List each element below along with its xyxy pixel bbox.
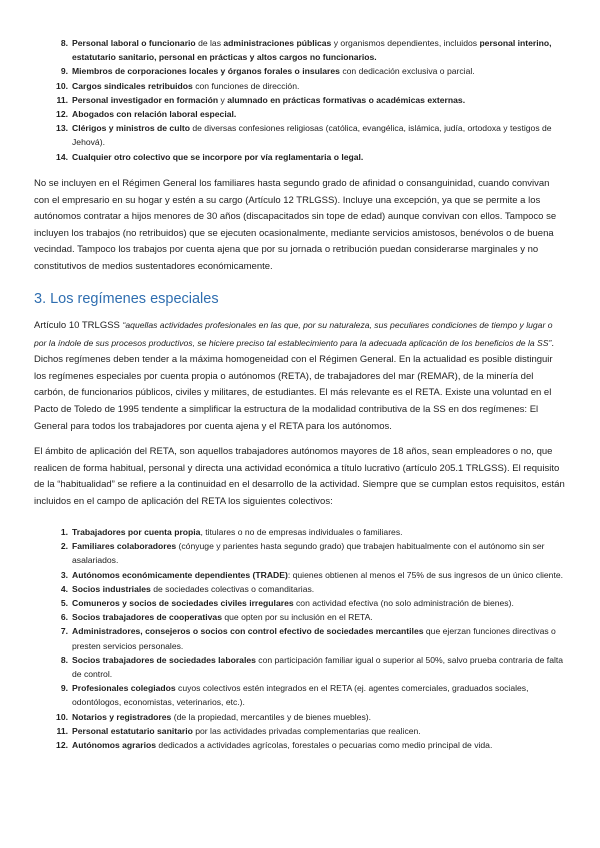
general-regime-list <box>56 36 564 164</box>
list-item <box>56 710 564 724</box>
paragraph-text: . Dichos regímenes deben tender a la máxima homogeneidad con el Régimen General. En la actualidad es posible distinguir los regímenes especiales por cuenta propia o autónomos (RETA), de trabajadores del mar (REMAR), de la minería del carbón, de funcionarios públicos, civiles y militares, de estudiantes. El más relevante es el RETA. Existe una voluntad en el Pacto de Toledo de 1995 tendente a simplificar la estructura de la modalidad contributiva de la SS en dos regímenes: El General para todos los trabajadores por cuenta ajena y el RETA para los autónomos. <box>34 337 554 432</box>
list-item-number: 8. <box>60 654 68 665</box>
list-item <box>56 107 564 121</box>
list-item-bold-text: Clérigos y ministros de culto <box>72 123 190 134</box>
list-item-text: con funciones de dirección. <box>192 80 300 91</box>
list-item-bold-text: Personal estatutario sanitario <box>72 725 193 736</box>
list-item-number: 7. <box>60 626 68 637</box>
list-item-text: que ejerzan funciones directivas o presten servicios personales. <box>72 626 556 651</box>
list-item <box>60 610 564 624</box>
list-item-bold-text: Personal laboral o funcionario <box>72 38 196 48</box>
list-item-bold-text: Personal investigador en formación <box>72 94 219 105</box>
list-item <box>60 624 564 652</box>
list-item-bold-text: Miembros de corporaciones locales y órganos forales o insulares <box>72 66 340 77</box>
list-item-number: 9. <box>60 683 68 694</box>
list-item <box>56 150 564 164</box>
article-quote: “aquellas actividades profesionales en las que, por su naturaleza, sus peculiares condiciones de tiempo y lugar o por la índole de sus procesos productivos, se hiciere preciso tal establecimiento para la adecuada aplicación de los beneficios de la SS” <box>34 320 553 348</box>
reta-scope-paragraph: El ámbito de aplicación del RETA, son aquellos trabajadores autónomos mayores de 18 años, sean empleadores o no, que realicen de forma habitual, personal y directa una actividad económica a título lucrativo (artículo 205.1 TRLGSS). El requisito de la “habitualidad” se refiere a la continuidad en el desarrollo de la actividad. Siempre que se cumplan estos requisitos, están incluidos en el campo de aplicación del RETA los siguientes colectivos: <box>34 446 565 507</box>
list-item-number: 5. <box>60 598 68 609</box>
list-item-text: de sociedades colectivas o comanditarias. <box>150 583 315 594</box>
list-item-bold-text: alumnado en prácticas formativas o académicas externas. <box>227 94 466 105</box>
list-item-text: dedicados a actividades agrícolas, forestales o pecuarias como medio principal de vida. <box>156 740 493 751</box>
list-item-text: cuyos colectivos estén integrados en el RETA (ej. agentes comerciales, graduados sociales, odontólogos, economistas, veterinarios, etc.). <box>72 683 529 708</box>
list-item-number: 13. <box>56 123 68 134</box>
list-item <box>60 568 564 582</box>
list-item-number: 4. <box>60 583 68 594</box>
list-item-text: de las <box>195 38 224 48</box>
list-item-bold-text: Socios industriales <box>72 583 151 594</box>
list-item-number: 12. <box>56 740 68 751</box>
list-item-text: por las actividades privadas complementarias que realicen. <box>192 725 421 736</box>
list-item-text: con participación familiar igual o superior al 50%, salvo prueba contraria de falta de control. <box>72 654 564 680</box>
list-item-number: 10. <box>56 711 68 722</box>
list-item-text: con actividad efectiva (no solo administración de bienes). <box>293 598 514 609</box>
list-item-number: 2. <box>60 541 68 552</box>
list-item <box>60 596 564 610</box>
list-item-number: 14. <box>56 151 68 162</box>
list-item-bold-text: Administradores, consejeros o socios con control efectivo de sociedades mercantiles <box>72 626 424 637</box>
special-regimes-paragraph <box>34 317 566 435</box>
list-item-text: (de la propiedad, mercantiles y de bienes muebles). <box>171 711 372 722</box>
list-item-number: 11. <box>56 725 68 736</box>
list-item-bold-text: Comuneros y socios de sociedades civiles irregulares <box>72 598 294 609</box>
list-item-bold-text: Abogados con relación laboral especial. <box>72 109 237 120</box>
list-item <box>56 738 564 752</box>
list-item-bold-text: Cargos sindicales retribuidos <box>72 80 193 91</box>
exclusions-paragraph: No se incluyen en el Régimen General los familiares hasta segundo grado de afinidad o consanguinidad, cuando convivan con el empresario en su hogar y estén a su cargo (Artículo 12 TRLGSS). Incluye una excepción, ya que se permite a los autónomos contratar a hijos menores de 30 años (discapacitados sin tope de edad) aunque convivan con ellos. Tampoco se incluyen los trabajos (no retribuidos) que se ejecuten ocasionalmente, mediante servicios amistosos, benévolos o de buena vecindad. Tampoco los trabajos por cuenta ajena que por su jornada o retribución puedan considerarse marginales y no constitutivos de medios sustentadores económicamente. <box>34 178 557 272</box>
list-item <box>56 724 564 738</box>
list-item <box>60 525 564 539</box>
list-item-text: de diversas confesiones religiosas (católica, evangélica, islámica, judía, ortodoxa y testigos de Jehová). <box>72 123 552 148</box>
list-item <box>56 93 564 107</box>
list-item <box>60 539 564 567</box>
list-item-bold-text: personal interino, estatutario sanitario, personal en prácticas y altos cargos no funcionarios. <box>72 38 552 63</box>
list-item-number: 10. <box>56 80 68 91</box>
list-item-bold-text: Familiares colaboradores <box>72 541 177 552</box>
list-item-number: 3. <box>60 569 68 580</box>
list-item-bold-text: Socios trabajadores de sociedades laborales <box>72 654 256 665</box>
list-item-text: que opten por su inclusión en el RETA. <box>221 612 373 623</box>
list-item-bold-text: Profesionales colegiados <box>72 683 176 694</box>
list-item-text: y organismos dependientes, incluidos <box>331 38 480 48</box>
list-item-text: y <box>218 94 228 105</box>
list-item-number: 9. <box>60 66 68 77</box>
list-item <box>60 36 564 64</box>
list-item-text: , titulares o no de empresas individuales o familiares. <box>200 527 403 537</box>
list-item <box>60 681 564 709</box>
list-item-bold-text: Socios trabajadores de cooperativas <box>72 612 222 623</box>
section-heading: 3. Los regímenes especiales <box>34 291 219 307</box>
list-item-text: (cónyuge y parientes hasta segundo grado) que trabajen habitualmente con el autónomo sin ser asalariados. <box>72 541 545 566</box>
article-reference: Artículo 10 TRLGSS <box>34 320 123 331</box>
list-item-bold-text: Notarios y registradores <box>72 711 172 722</box>
list-item-text: : quienes obtienen al menos el 75% de sus ingresos de un único cliente. <box>287 569 564 580</box>
list-item-text: con dedicación exclusiva o parcial. <box>339 66 475 77</box>
list-item-number: 6. <box>60 612 68 623</box>
list-item <box>56 121 564 149</box>
list-item-number: 8. <box>60 38 68 48</box>
list-item-bold-text: administraciones públicas <box>223 38 332 48</box>
list-item-bold-text: Trabajadores por cuenta propia <box>72 527 201 537</box>
list-item <box>56 79 564 93</box>
list-item-bold-text: Cualquier otro colectivo que se incorpore por vía reglamentaria o legal. <box>72 151 364 162</box>
list-item-number: 12. <box>56 109 68 120</box>
reta-collectives-list <box>56 525 564 752</box>
list-item <box>60 64 564 78</box>
list-item <box>60 582 564 596</box>
list-item-bold-text: Autónomos económicamente dependientes (TRADE) <box>72 569 288 580</box>
list-item-number: 1. <box>60 527 68 537</box>
list-item-number: 11. <box>56 94 68 105</box>
list-item <box>60 653 564 681</box>
list-item-bold-text: Autónomos agrarios <box>72 740 157 751</box>
